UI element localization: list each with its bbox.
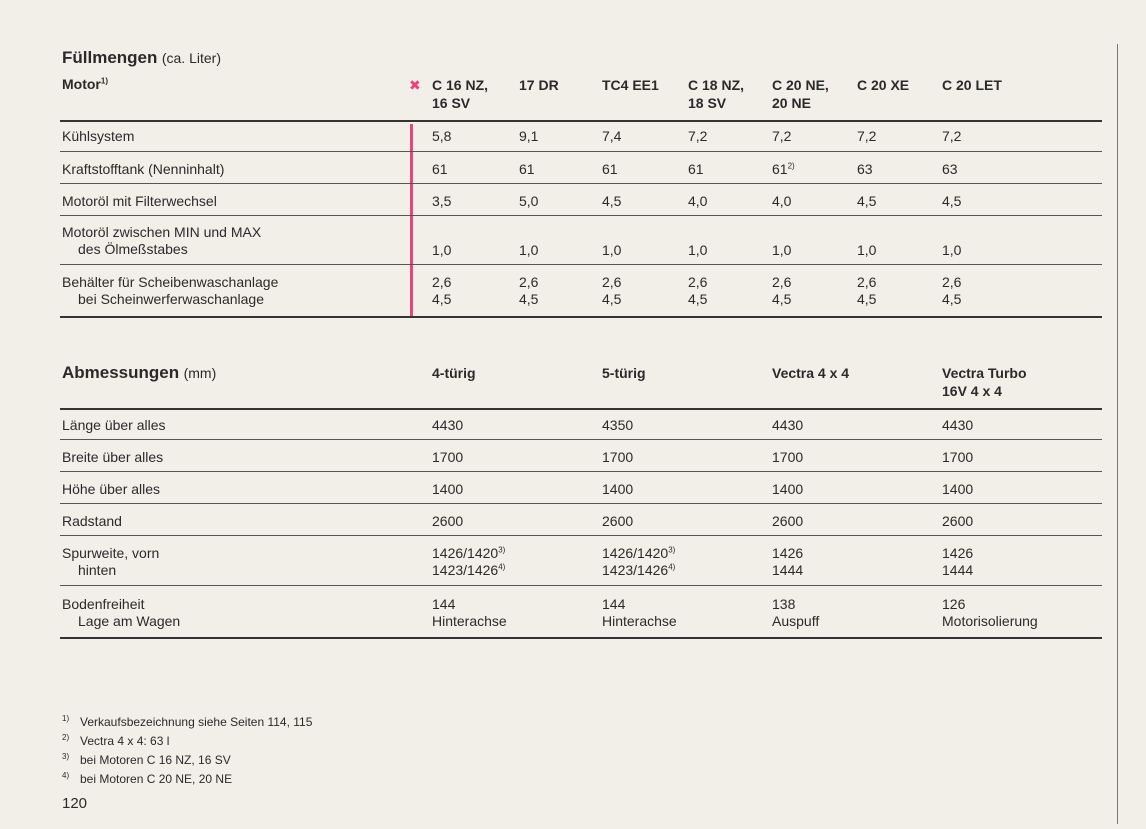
cell: 1426/1420$^{3)}$ 1423/1426$^{4)}$ [602, 545, 676, 578]
dim-col-3: Vectra Turbo 16V 4 x 4 [942, 365, 1027, 399]
dim-unit: (mm) [183, 365, 217, 381]
rule [60, 183, 1102, 184]
cell: 2600 [432, 513, 464, 529]
page-number: 120 [62, 795, 88, 812]
cell: 1,0 [432, 242, 452, 258]
fill-col-1: 17 DR [519, 77, 559, 93]
rule [60, 215, 1102, 216]
cell: 1700 [942, 449, 974, 465]
rule [60, 535, 1102, 536]
row-label: Radstand [62, 513, 122, 529]
cell: 2600 [602, 513, 634, 529]
cell: 61 [602, 161, 618, 177]
cell: 4430 [772, 417, 804, 433]
cell: 1,0 [857, 242, 877, 258]
cell: 144 Hinterachse [432, 596, 507, 629]
fill-col-3: C 18 NZ, 18 SV [688, 77, 745, 111]
cell: 63 [942, 161, 958, 177]
row-label: Motoröl zwischen MIN und MAX des Ölmeßstabes [62, 224, 262, 257]
cell: 61$^{2)}$ [772, 161, 795, 177]
cell: 4430 [942, 417, 974, 433]
cell: 1426 1444 [772, 545, 804, 578]
cell: 2,6 4,5 [602, 274, 622, 307]
cell: 1700 [772, 449, 804, 465]
margin-line [1117, 44, 1118, 824]
cell: 2,6 4,5 [857, 274, 877, 307]
fill-col-4: C 20 NE, 20 NE [772, 77, 829, 111]
row-label: Spurweite, vorn hinten [62, 545, 160, 578]
rule [60, 408, 1102, 410]
cell: 61 [688, 161, 704, 177]
fill-section-heading [62, 48, 221, 68]
footnote: 4) bei Motoren C 20 NE, 20 NE [62, 771, 233, 786]
dim-col-1: 5-türig [602, 365, 646, 381]
fill-col-5: C 20 XE [857, 77, 910, 93]
cell: 1400 [772, 481, 804, 497]
rule [60, 120, 1102, 122]
row-label: Motoröl mit Filterwechsel [62, 193, 217, 209]
cell: 4,0 [688, 193, 708, 209]
cross-marker-icon: ✖ [409, 77, 421, 93]
footnote: 2) Vectra 4 x 4: 63 l [62, 733, 170, 748]
cell: 2,6 4,5 [688, 274, 708, 307]
footnote: 3) bei Motoren C 16 NZ, 16 SV [62, 752, 231, 767]
cell: 7,4 [602, 128, 622, 144]
fill-unit: (ca. Liter) [161, 50, 221, 66]
cell: 4430 [432, 417, 464, 433]
dim-col-0: 4-türig [432, 365, 476, 381]
cell: 7,2 [688, 128, 708, 144]
cell: 1426 1444 [942, 545, 974, 578]
cell: 1400 [602, 481, 634, 497]
cell: 2600 [942, 513, 974, 529]
rule [60, 585, 1102, 586]
cell: 5,0 [519, 193, 539, 209]
cell: 1400 [942, 481, 974, 497]
footnotes [62, 711, 312, 787]
cell: 2,6 4,5 [772, 274, 792, 307]
rule [60, 151, 1102, 152]
cell: 5,8 [432, 128, 452, 144]
row-label: Höhe über alles [62, 481, 161, 497]
cell: 1426/1420$^{3)}$ 1423/1426$^{4)}$ [432, 545, 506, 578]
cell: 9,1 [519, 128, 539, 144]
cell: 1,0 [519, 242, 539, 258]
cell: 1,0 [602, 242, 622, 258]
cell: 2,6 4,5 [942, 274, 962, 307]
highlight-bar [410, 124, 413, 316]
motor-label: Motor$^{1)}$ [62, 76, 109, 92]
row-label: Breite über alles [62, 449, 164, 465]
row-label: Länge über alles [62, 417, 166, 433]
cell: 1700 [602, 449, 634, 465]
footnote: 1) Verkaufsbezeichnung siehe Seiten 114, 115 [62, 714, 313, 729]
cell: 4,5 [942, 193, 962, 209]
row-label: Behälter für Scheibenwaschanlage bei Scheinwerferwaschanlage [62, 274, 279, 307]
dim-section-heading [62, 363, 216, 383]
row-label: Kraftstofftank (Nenninhalt) [62, 161, 225, 177]
cell: 3,5 [432, 193, 452, 209]
rule [60, 503, 1102, 504]
cell: 7,2 [772, 128, 792, 144]
cell: 4,0 [772, 193, 792, 209]
rule [60, 637, 1102, 639]
cell: 1700 [432, 449, 464, 465]
cell: 2,6 4,5 [432, 274, 452, 307]
cell: 4,5 [602, 193, 622, 209]
cell: 1,0 [688, 242, 708, 258]
cell: 144 Hinterachse [602, 596, 677, 629]
cell: 63 [857, 161, 873, 177]
cell: 7,2 [942, 128, 962, 144]
cell: 1,0 [942, 242, 962, 258]
fill-col-2: TC4 EE1 [602, 77, 659, 93]
cell: 4350 [602, 417, 634, 433]
cell: 1,0 [772, 242, 792, 258]
cell: 126 Motorisolierung [942, 596, 1038, 629]
rule [60, 471, 1102, 472]
dim-col-2: Vectra 4 x 4 [772, 365, 850, 381]
cell: 2,6 4,5 [519, 274, 539, 307]
row-label: Bodenfreiheit Lage am Wagen [62, 596, 181, 629]
cell: 61 [519, 161, 535, 177]
cell: 61 [432, 161, 448, 177]
dim-title: Abmessungen [62, 363, 180, 382]
fill-col-0: C 16 NZ, 16 SV [432, 77, 489, 111]
fill-col-6: C 20 LET [942, 77, 1002, 93]
rule [60, 316, 1102, 318]
row-label: Kühlsystem [62, 128, 135, 144]
cell: 4,5 [857, 193, 877, 209]
fill-title: Füllmengen [62, 48, 158, 67]
motor-footnote-ref: 1) [100, 76, 109, 86]
cell: 138 Auspuff [772, 596, 820, 629]
tank-footnote-ref: 2) [787, 161, 795, 171]
rule [60, 264, 1102, 265]
rule [60, 439, 1102, 440]
cell: 1400 [432, 481, 464, 497]
cell: 7,2 [857, 128, 877, 144]
cell: 2600 [772, 513, 804, 529]
